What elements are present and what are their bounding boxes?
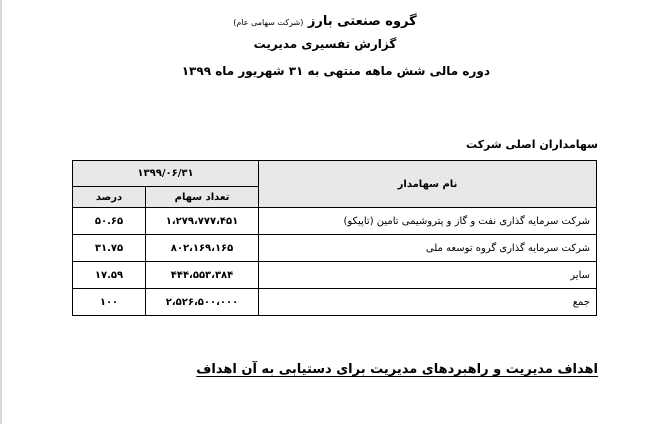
shareholder-shares: ۱،۲۷۹،۷۷۷،۴۵۱ <box>146 208 259 235</box>
shareholder-name: سایر <box>259 262 597 289</box>
shares-column-header: تعداد سهام <box>146 187 259 208</box>
shareholder-percent: ۵۰.۶۵ <box>73 208 146 235</box>
shareholder-name: شرکت سرمایه گذاری گروه توسعه ملی <box>259 235 597 262</box>
table-row <box>73 208 597 235</box>
company-name-heading <box>160 14 490 29</box>
shareholder-percent: ۱۷.۵۹ <box>73 262 146 289</box>
shareholders-table <box>72 160 597 316</box>
total-shares: ۲،۵۲۶،۵۰۰،۰۰۰ <box>146 289 259 316</box>
shareholder-name: شرکت سرمایه گذاری نفت و گاز و پتروشیمی تامین (تاپیکو) <box>259 208 597 235</box>
percent-column-header: درصد <box>73 187 146 208</box>
total-percent: ۱۰۰ <box>73 289 146 316</box>
total-label: جمع <box>259 289 597 316</box>
date-column-header: ۱۳۹۹/۰۶/۳۱ <box>73 161 259 187</box>
goals-heading: اهداف مدیریت و راهبردهای مدیریت برای دستیابی به آن اهداف <box>196 362 598 377</box>
shareholders-section-title: سهامداران اصلی شرکت <box>465 138 598 151</box>
shareholder-shares: ۴۴۴،۵۵۳،۳۸۴ <box>146 262 259 289</box>
table-row <box>73 262 597 289</box>
report-period: دوره مالی شش ماهه منتهی به ۳۱ شهریور ماه ۱۳۹۹ <box>181 64 490 78</box>
shareholder-percent: ۳۱.۷۵ <box>73 235 146 262</box>
name-column-header: نام سهامدار <box>259 161 597 208</box>
report-title: گزارش تفسیری مدیریت <box>253 37 397 51</box>
table-total-row <box>73 289 597 316</box>
company-type: (شرکت سهامی عام) <box>233 18 304 27</box>
company-name: گروه صنعتی بارز <box>307 14 417 29</box>
page-frame-edge <box>0 0 2 424</box>
shareholder-shares: ۸۰۲،۱۶۹،۱۶۵ <box>146 235 259 262</box>
table-row <box>73 235 597 262</box>
